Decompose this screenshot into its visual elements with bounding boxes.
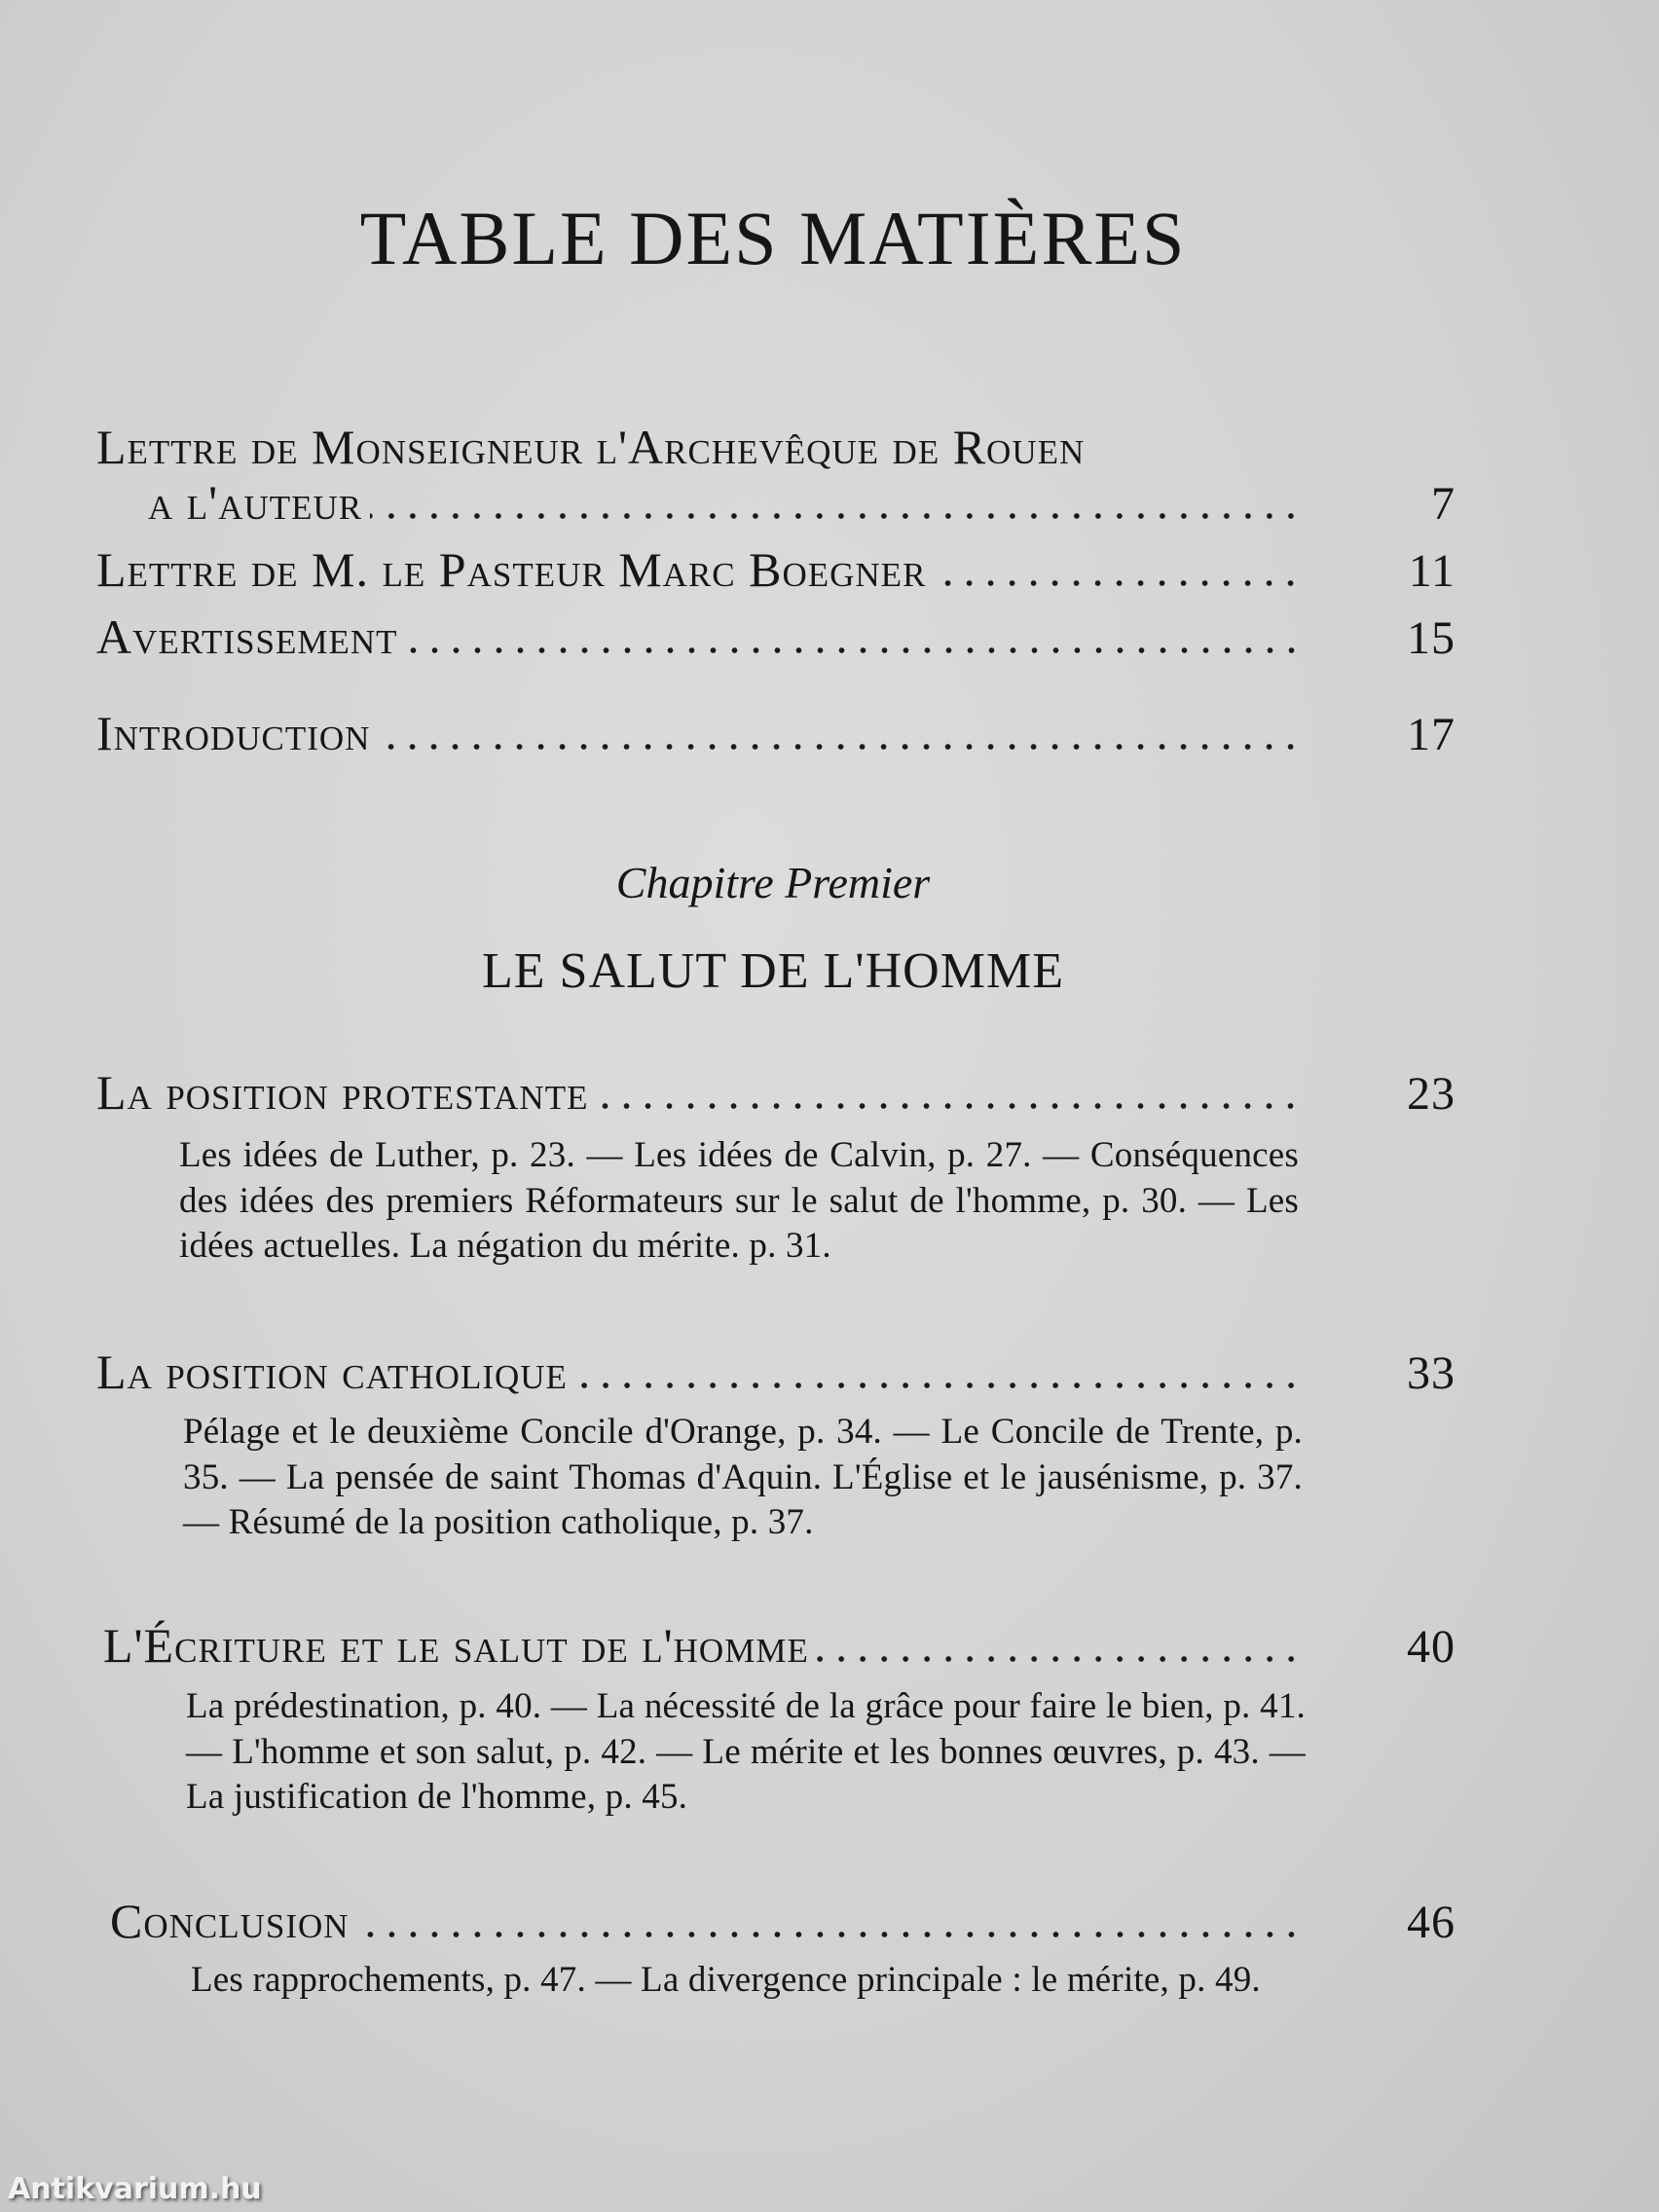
toc-page-number: 17 bbox=[1407, 709, 1456, 760]
toc-entry-label: Conclusion bbox=[110, 1894, 350, 1948]
toc-entry-label: a l'auteur bbox=[148, 475, 363, 530]
toc-section-summary: Pélage et le deuxième Concile d'Orange, p. 34. — Le Concile de Trente, p. 35. — La pensée de saint Thomas d'Aquin. L'Église et le jausénisme, p. 37. — Résumé de la position catholique, p. 37. bbox=[183, 1412, 1303, 1542]
dot-leader bbox=[378, 742, 1302, 752]
toc-entry-lettre-archeveque bbox=[148, 474, 1456, 531]
toc-entry-label: La position catholique bbox=[96, 1345, 568, 1399]
watermark: Antikvarium.hu bbox=[8, 2172, 262, 2206]
toc-entry-introduction bbox=[96, 705, 1456, 761]
dot-leader bbox=[406, 645, 1302, 655]
toc-entry-label: L'Écriture et le salut de l'homme bbox=[103, 1618, 809, 1673]
toc-section-summary: La prédestination, p. 40. — La nécessité de la grâce pour faire le bien, p. 41. — L'homme et son salut, p. 42. — Le mérite et les bonnes œuvres, p. 43. — La justification de l'homme, p. 45. bbox=[186, 1686, 1306, 1817]
toc-section-protestante bbox=[96, 1064, 1456, 1121]
toc-page-number: 40 bbox=[1407, 1621, 1456, 1673]
toc-section-conclusion bbox=[110, 1893, 1456, 1949]
toc-page-number: 15 bbox=[1407, 612, 1456, 664]
toc-entry-label: Introduction bbox=[96, 706, 371, 760]
toc-page-number: 46 bbox=[1407, 1897, 1456, 1948]
toc-entry-label: La position protestante bbox=[96, 1065, 589, 1120]
toc-entry-avertissement bbox=[96, 608, 1456, 665]
toc-section-summary: Les idées de Luther, p. 23. — Les idées de Calvin, p. 27. — Conséquences des idées des premiers Réformateurs sur le salut de l'homme, p. 30. — Les idées actuelles. La négation du mérite. p. 31. bbox=[179, 1135, 1299, 1266]
dot-leader bbox=[370, 511, 1302, 521]
dot-leader bbox=[596, 1101, 1302, 1111]
toc-page-number: 23 bbox=[1407, 1068, 1456, 1120]
toc-page-number: 11 bbox=[1408, 545, 1456, 597]
toc-entry-lettre-pasteur bbox=[96, 541, 1456, 598]
toc-section-ecriture bbox=[103, 1617, 1456, 1674]
toc-page-number: 33 bbox=[1407, 1347, 1456, 1399]
chapter-title: LE SALUT DE L'HOMME bbox=[482, 943, 1064, 999]
toc-entry-label: Avertissement bbox=[96, 609, 398, 664]
dot-leader bbox=[934, 578, 1302, 588]
toc-entry-label: Lettre de Monseigneur l'Archevêque de Rouen bbox=[96, 420, 1086, 474]
toc-page-number: 7 bbox=[1431, 478, 1456, 530]
toc-section-summary: Les rapprochements, p. 47. — La divergence principale : le mérite, p. 49. bbox=[191, 1960, 1261, 2000]
toc-entry-lettre-archeveque-line1 bbox=[96, 419, 1456, 475]
page-title: TABLE DES MATIÈRES bbox=[359, 196, 1187, 280]
toc-section-catholique bbox=[96, 1344, 1456, 1400]
dot-leader bbox=[357, 1930, 1302, 1939]
dot-leader bbox=[817, 1654, 1302, 1664]
dot-leader bbox=[575, 1381, 1302, 1390]
chapter-number: Chapitre Premier bbox=[615, 858, 931, 907]
toc-entry-label: Lettre de M. le Pasteur Marc Boegner bbox=[96, 542, 927, 597]
